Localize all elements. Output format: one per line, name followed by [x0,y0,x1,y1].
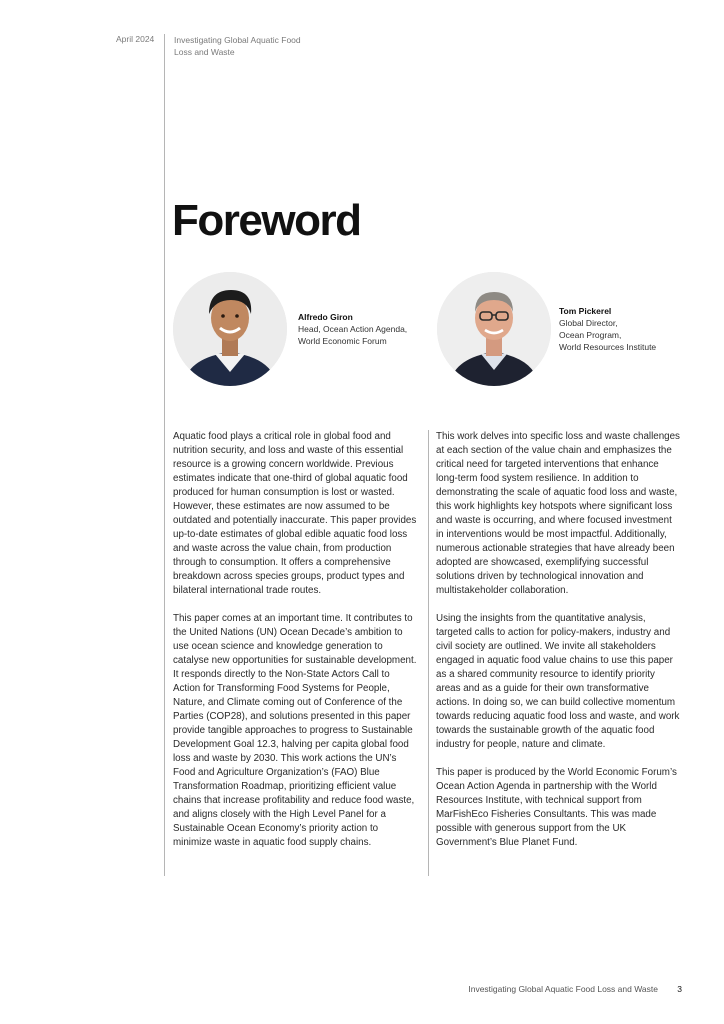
author-name: Alfredo Giron [298,312,353,322]
paragraph: This paper comes at an important time. It contributes to the United Nations (UN) Ocean Decade’s ambition to use ocean science and knowledge generation to catalyse new opportunities for sustainable development. It responds directly to the Non-State Actors Call to Action for Transforming Food Systems for People, Nature, and Climate coming out of Conference of the Parties (COP28), and solutions presented in this paper provide tangible approaches to progress to Sustainable Development Goal 12.3, halving per capita global food loss and waste by 2030. This work actions the UN’s Food and Agriculture Organization’s (FAO) Blue Transformation Roadmap, prioritizing efficient value chains that increase profitability and reduce food waste, and aligns closely with the High Level Panel for a Sustainable Ocean Economy’s priority action to minimize waste in aquatic food supply chains. [173,613,417,848]
paragraph: Using the insights from the quantitative analysis, targeted calls to action for policy-makers, industry and civil society are outlined. We invite all stakeholders engaged in aquatic food value chains to use this paper as a shared community resource to identify priority areas and as a guide for their own transformative actions. In doing so, we can build collective momentum towards reducing aquatic food loss and waste, and work towards the sustainable growth of the aquatic food industry for people, nature and climate. [436,613,680,750]
body-column-left [173,430,419,864]
portrait-photo-alfredo-giron [173,272,287,386]
portrait-1-illustration [173,272,287,386]
paragraph: Aquatic food plays a critical role in global food and nutrition security, and loss and waste of this essential resource is a growing concern worldwide. Previous estimates indicate that one-third of global aquatic food produced for human consumption is lost or wasted. However, these estimates are now assumed to be outdated and potentially inaccurate. This paper provides up-to-date estimates of global edible aquatic food loss and waste across the value chain, from production through to consumption. It offers a comprehensive breakdown across species groups, product types and bilateral international trade routes. [173,431,417,596]
author-block-2 [559,305,689,353]
footer-report-title: Investigating Global Aquatic Food Loss and Waste [468,984,658,994]
margin-rule [164,34,165,876]
paragraph: This paper is produced by the World Economic Forum’s Ocean Action Agenda in partnership with the World Resources Institute, with technical support from MarFishEco Fisheries Consultants. This was made possible with generous support from the UK Government’s Blue Planet Fund. [436,767,677,848]
portrait-2-illustration [437,272,551,386]
page-title: Foreword [172,196,361,245]
header-report-title: Investigating Global Aquatic Food Loss and Waste [174,35,301,57]
column-divider [428,430,429,876]
author-role: Head, Ocean Action Agenda, [298,324,408,334]
author-block-1 [298,311,428,347]
body-column-right [436,430,680,864]
author-department: Ocean Program, [559,330,622,340]
header-date: April 2024 [116,34,155,44]
author-organization: World Resources Institute [559,342,657,352]
author-name: Tom Pickerel [559,306,612,316]
page-number: 3 [677,984,682,994]
portrait-photo-tom-pickerel [437,272,551,386]
paragraph: This work delves into specific loss and waste challenges at each section of the value chain and emphasizes the critical need for targeted interventions that enhance long-term food system resilience. In addition to demonstrating the scale of aquatic food loss and waste, this work highlights key hotspots where significant loss and waste is occurring, and where focused investment in interventions would be most impactful. Additionally, numerous actionable strategies that have already been adopted are showcased, exemplifying successful solutions driven by technological innovation and multistakeholder collaboration. [436,431,680,596]
author-organization: World Economic Forum [298,336,387,346]
author-role: Global Director, [559,318,618,328]
